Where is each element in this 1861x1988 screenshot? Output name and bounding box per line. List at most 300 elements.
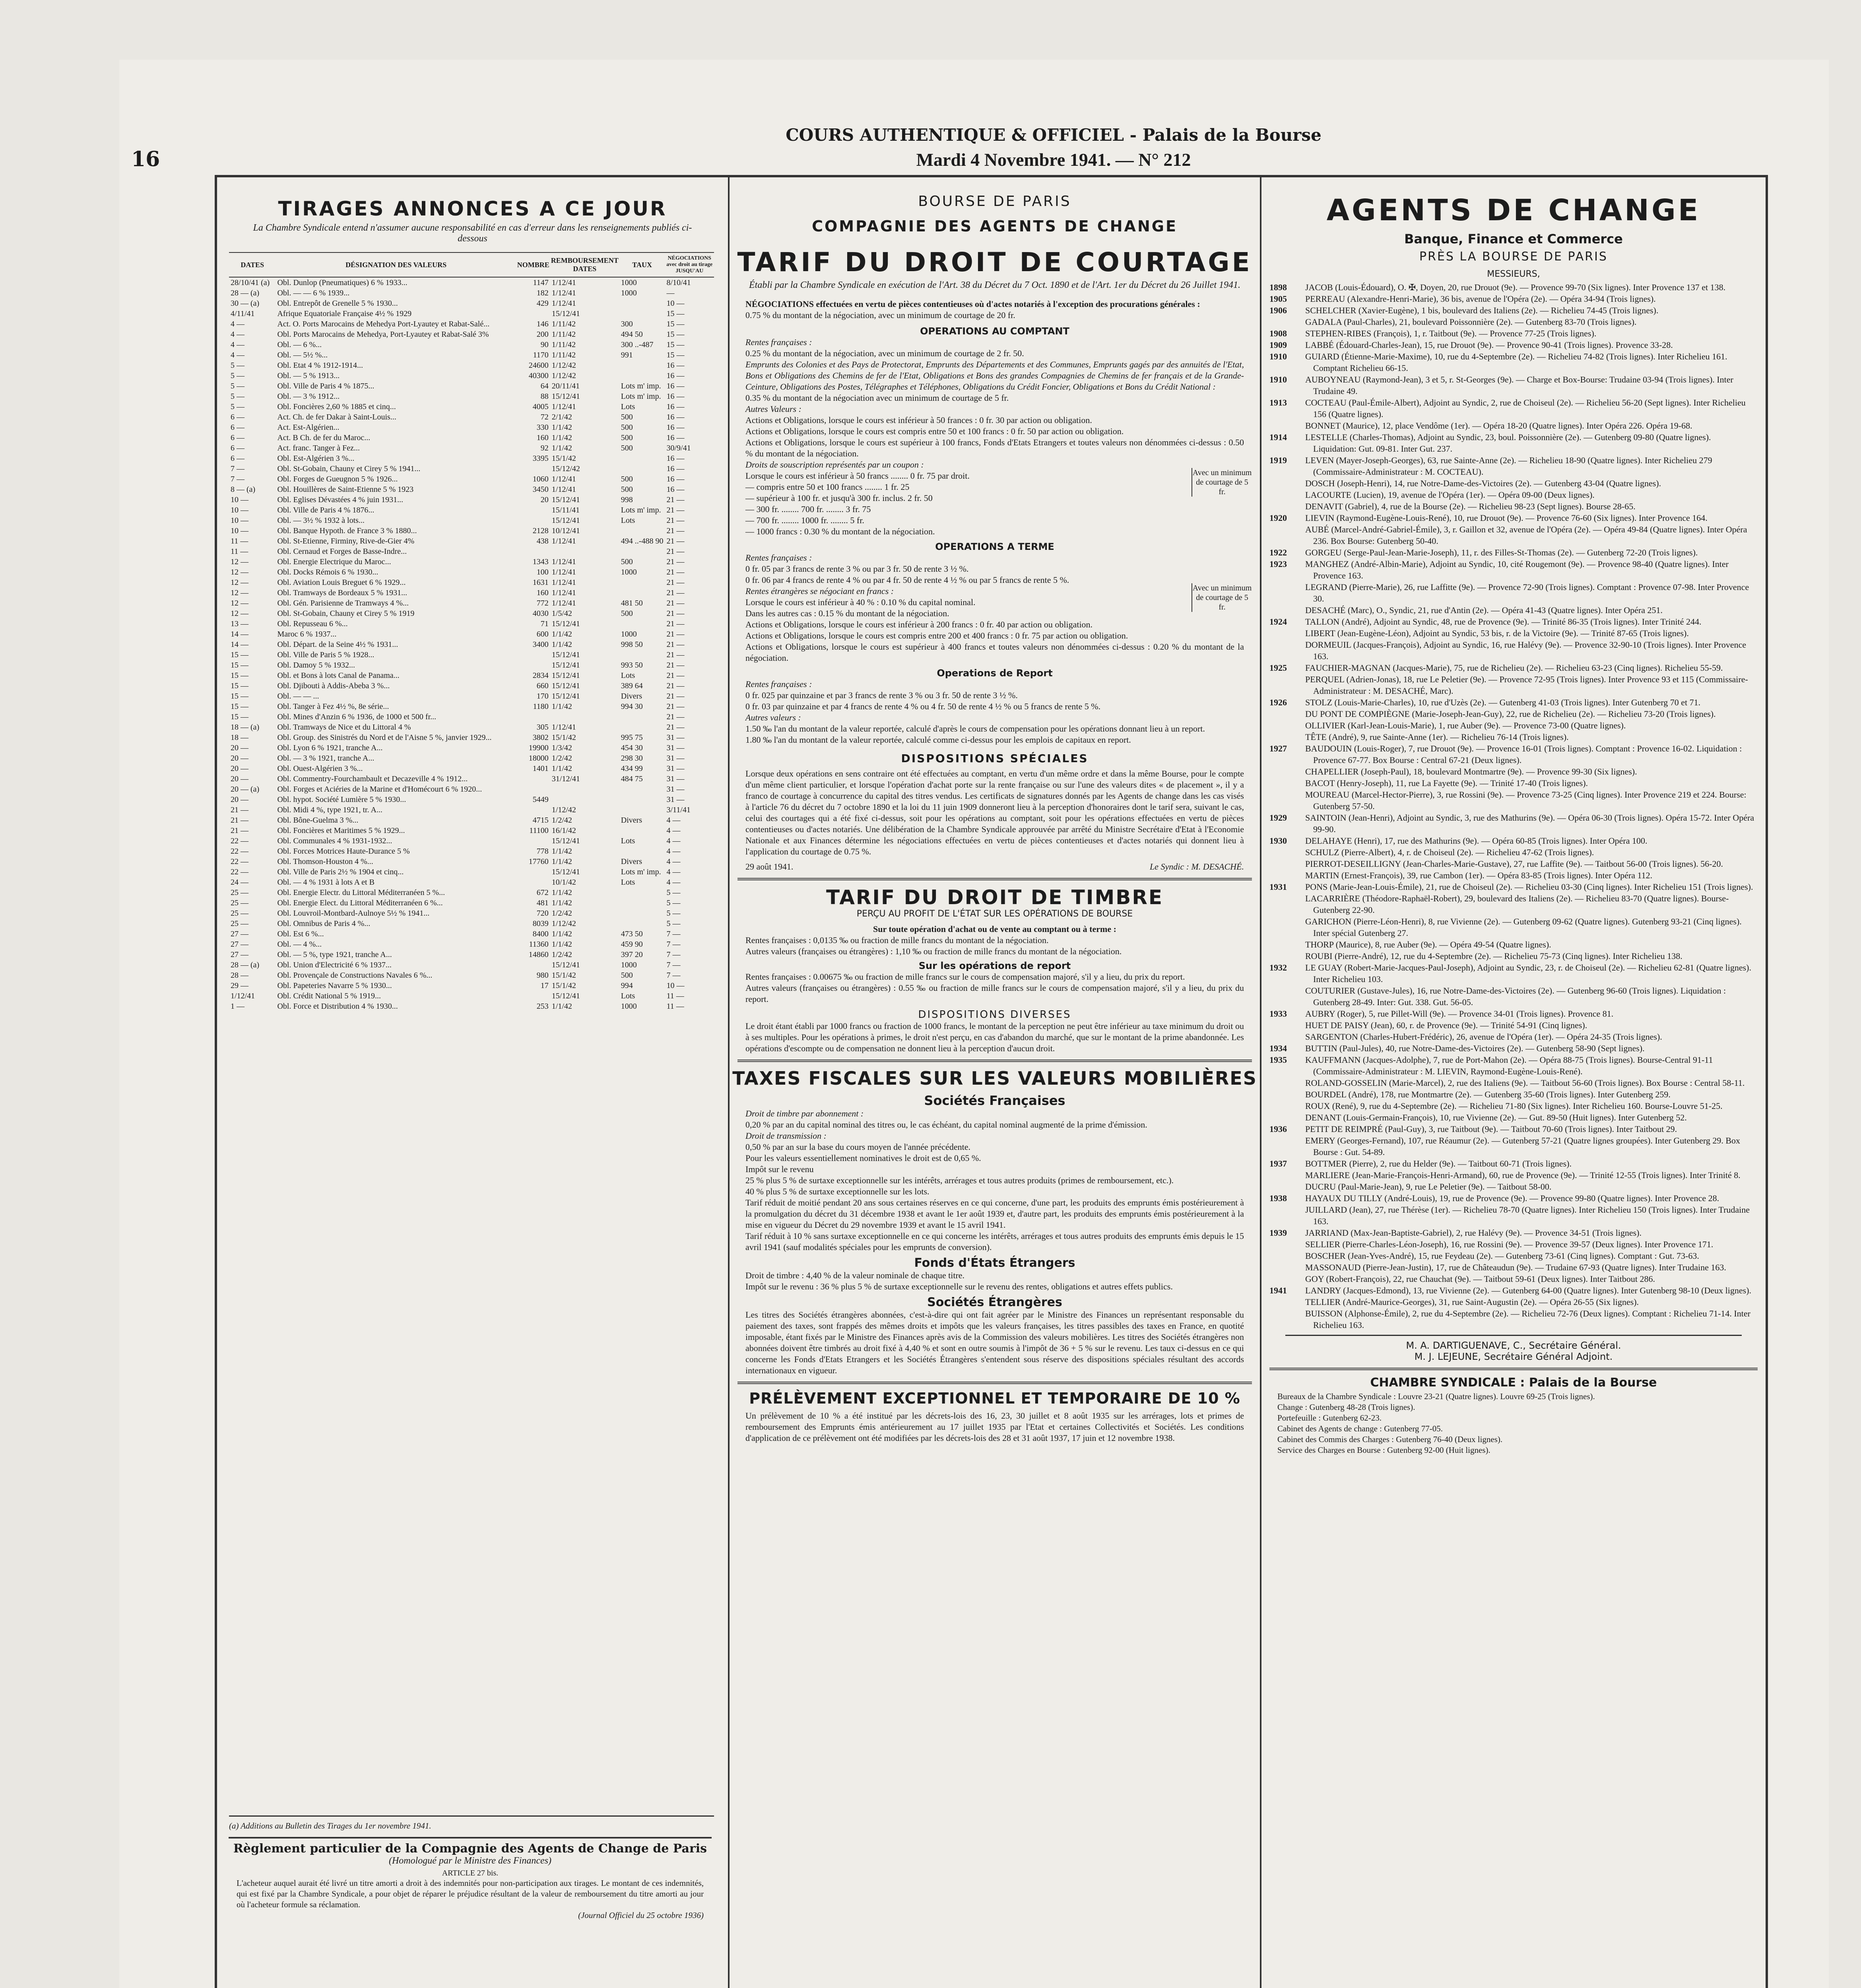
row-designation: Obl. Dunlop (Pneumatiques) 6 % 1933... [277,278,408,287]
row-remb-date: 1/1/42 [551,846,572,856]
row-remb-date: 15/12/41 [551,836,580,845]
table-row [229,939,714,949]
table-row [229,277,714,288]
table-row [229,681,714,691]
row-taux: 1000 [621,629,637,639]
row-remb-date: 1/12/41 [551,402,576,411]
row-designation: Obl. Forces Motrices Haute-Durance 5 % [277,846,410,856]
chambre-line: Service des Charges en Bourse : Gutenberg 92-00 (Huit lignes). [1277,1445,1490,1455]
row-remb-date: 1/1/42 [551,423,572,432]
row-designation: Obl. Energie Elect. du Littoral Méditerranéen 6 %... [277,898,443,907]
table-row [229,588,714,598]
agent-entry: GADALA (Paul-Charles), 21, boulevard Poissonnière (2e). — Gutenberg 83-70 (Trois lignes). [1305,317,1637,327]
row-taux: 300 [621,319,633,328]
table-row [229,763,714,774]
row-remb-date: 1/12/41 [551,567,576,577]
list-item [1261,1308,1766,1331]
agent-year: 1922 [1269,547,1287,557]
row-nombre: 1631 [532,578,549,587]
minimum-note: Avec un minimum de courtage de 5 fr. [1192,468,1252,497]
table-row [229,464,714,474]
row-designation: Obl. Ouest-Algérien 3 %... [277,764,363,773]
row-remb-date [550,712,619,722]
row-nombre [516,867,550,877]
row-taux [619,805,665,815]
table-row [229,753,714,763]
row-designation: Obl. Louvroil-Montbard-Aulnoye 5½ % 1941... [277,909,430,918]
agent-entry: BOURDEL (André), 178, rue Montmartre (2e). — Gutenberg 35-60 (Trois lignes). Inter Gutenberg 259. [1305,1089,1671,1099]
list-item [1261,1008,1766,1019]
row-taux: 500 [621,474,633,483]
agent-entry: BOSCHER (Jean-Yves-André), 15, rue Feydeau (2e). — Gutenberg 73-61 (Cinq lignes). Comptant : Gut. 73-63. [1305,1251,1699,1261]
row-designation: Obl. — — ... [277,691,319,701]
agent-entry: FAUCHIER-MAGNAN (Jacques-Marie), 75, rue de Richelieu (2e). — Richelieu 63-23 (Cinq lignes). Richelieu 55-59. [1305,663,1723,673]
table-row [229,505,714,515]
list-item [1261,1089,1766,1100]
row-nombre: 720 [536,909,549,918]
table-row [229,381,714,391]
agent-entry: COUTURIER (Gustave-Jules), 16, rue Notre-Dame-des-Victoires (2e). — Gutenberg 96-60 (Trois lignes). Liquidation : Gutenberg 28-49. Inter: Gut. 338. Gut. 56-05. [1305,986,1726,1007]
row-designation: Obl. — — 6 % 1939... [277,288,350,297]
row-taux: Lots [621,402,635,411]
row-designation: Obl. — 3 % 1912... [277,392,340,401]
table-row [229,650,714,660]
agent-entry: AUBÉ (Marcel-André-Gabriel-Émile), 3, r. Gaillon et 32, avenue de l'Opéra (2e). — Opéra 49-84 (Quatre lignes). Inter Opéra 236. Box Bourse: Gutenberg 50-40. [1305,524,1747,546]
row-remb-date: 1/12/41 [551,598,576,608]
text-line: — 1000 francs : 0.30 % du montant de la négociation. [745,526,935,536]
row-designation: Obl. St-Etienne, Firminy, Rive-de-Gier 4% [277,536,415,546]
row-taux: 1000 [621,278,637,287]
row-date: 20 — [231,795,248,804]
row-negoc: 16 — [666,474,685,483]
list-item [1261,870,1766,881]
agent-entry: ROUX (René), 9, rue du 4-Septembre (2e). — Richelieu 71-80 (Six lignes). Inter Richelieu 160. Bourse-Louvre 51-25. [1305,1101,1723,1111]
row-designation: Obl. Aviation Louis Breguet 6 % 1929... [277,578,406,587]
row-designation: Obl. Foncières 2,60 % 1885 et cinq... [277,402,396,411]
row-negoc: 16 — [666,454,685,463]
bourse-label: BOURSE DE PARIS [918,193,1071,210]
row-date: 25 — [231,919,248,928]
agent-entry: PERREAU (Alexandre-Henri-Marie), 36 bis, avenue de l'Opéra (2e). — Opéra 34-94 (Trois lignes). [1305,294,1656,304]
row-taux: 481 50 [621,598,643,608]
agent-entry: KAUFFMANN (Jacques-Adolphe), 7, rue de Port-Mahon (2e). — Opéra 88-75 (Trois lignes). Bourse-Central 91-11 (Commissaire-Administrateur : M. LIEVIN, Raymond-Eugène-Louis-René). [1305,1055,1713,1076]
reglement-article: ARTICLE 27 bis. [442,1869,499,1877]
list-item [1261,1123,1766,1135]
row-remb-date: 1/3/42 [551,743,572,752]
row-taux: 484 75 [621,774,643,783]
list-item [1261,950,1766,962]
row-taux: Lots [621,671,635,680]
row-designation: Obl. — 3½ % 1932 à lots... [277,516,365,525]
list-item [1261,1019,1766,1031]
row-nombre: 3802 [532,733,549,742]
text-line: Dans les autres cas : 0.15 % du montant de la négociation. [745,608,949,618]
row-designation: Obl. Forges et Aciéries de la Marine et d'Homécourt 6 % 1920... [277,784,482,794]
row-remb-date: 1/11/42 [551,350,576,359]
row-remb-date: 1/1/42 [551,433,572,442]
reglement-source: (Journal Officiel du 25 octobre 1936) [578,1910,704,1920]
row-designation: Obl. et Bons à lots Canal de Panama... [277,671,400,680]
list-item [1261,939,1766,950]
agent-year: 1925 [1269,663,1287,673]
text-line: 0.25 % du montant de la négociation, avec un minimum de courtage de 2 fr. 50. [745,348,1024,358]
row-nombre: 672 [536,888,549,897]
row-remb-date: 15/12/41 [551,650,580,659]
tirages-footnote: (a) Additions au Bulletin des Tirages du 1er novembre 1941. [229,1821,431,1831]
text-line: — compris entre 50 et 100 francs ........ 1 fr. 25 [745,482,910,492]
row-remb-date: 15/12/41 [551,867,580,876]
row-nombre: 88 [540,392,549,401]
row-negoc: 10 — [666,981,685,990]
agent-entry: LANDRY (Jacques-Edmond), 13, rue Vivienne (2e). — Gutenberg 64-00 (Quatre lignes). Inter Gutenberg 98-10 (Deux lignes). [1305,1285,1752,1295]
table-row [229,929,714,939]
row-date: 27 — [231,929,248,938]
text-line: Rentes françaises : [745,553,812,563]
agents-subtitle2: PRÈS LA BOURSE DE PARIS [1419,250,1608,264]
table-row [229,815,714,825]
agent-year: 1937 [1269,1159,1287,1169]
row-nombre: 4005 [532,402,549,411]
list-item [1261,812,1766,835]
row-negoc: 16 — [666,392,685,401]
list-item [1261,1239,1766,1250]
agent-entry: PETIT DE REIMPRÉ (Paul-Guy), 3, rue Taitbout (9e). — Taitbout 70-60 (Trois lignes). Inter Taitbout 29. [1305,1124,1677,1134]
row-date: 1 — [231,1002,245,1011]
row-negoc: 21 — [666,640,685,649]
agents-column [1261,177,1766,1988]
row-taux: 473 50 [621,929,643,938]
row-nombre: 19900 [528,743,549,752]
row-remb-date: 1/1/42 [551,940,572,949]
row-remb-date: 1/12/41 [551,299,576,308]
row-date: 15 — [231,691,248,701]
row-date: 15 — [231,660,248,670]
agent-entry: MANGHEZ (André-Albin-Marie), Adjoint au Syndic, 10, cité Rougemont (9e). — Provence 98-40 (Quatre lignes). Inter Provence 163. [1305,559,1729,580]
row-remb-date: 15/1/42 [551,454,576,463]
row-taux: 500 [621,557,633,566]
row-negoc: 10 — [666,299,685,308]
list-item [1261,374,1766,397]
agent-entry: STEPHEN-RIBES (François), 1, r. Taitbout (9e). — Provence 77-25 (Trois lignes). [1305,328,1597,338]
list-item [1261,1204,1766,1227]
list-item [1261,339,1766,351]
list-item [1261,893,1766,916]
row-remb-date: 1/1/42 [551,702,572,711]
row-remb-date: 31/12/41 [551,774,580,783]
row-nombre: 8400 [532,929,549,938]
row-designation: Obl. — 3 % 1921, tranche A... [277,753,375,763]
row-date: 10 — [231,505,248,514]
row-nombre [516,464,550,474]
table-row [229,526,714,536]
row-date: 11 — [231,547,248,556]
row-negoc: 4 — [666,826,681,835]
report-title: Operations de Report [937,668,1053,679]
row-taux: 494 ..-488 90 [621,536,664,546]
table-row [229,918,714,929]
text-line: Rentes françaises : [745,679,812,689]
row-remb-date: 15/12/41 [551,681,580,690]
messieurs-label: MESSIEURS, [1487,269,1540,279]
timbre-title: TARIF DU DROIT DE TIMBRE [826,886,1164,909]
row-designation: Obl. Ville de Paris 5 % 1928... [277,650,375,659]
list-item [1261,881,1766,893]
row-designation: Obl. Ville de Paris 2½ % 1904 et cinq... [277,867,404,876]
tirages-column [217,177,730,1988]
agent-entry: ROUBI (Pierre-André), 12, rue du 4-Septembre (2e). — Richelieu 75-73 (Cinq lignes). Inter Richelieu 138. [1305,951,1682,961]
row-date: 6 — [231,423,245,432]
agent-entry: TÊTE (André), 9, rue Sainte-Anne (1er). — Richelieu 76-14 (Trois lignes). [1305,732,1569,742]
list-item [1261,835,1766,846]
text-line: 1.80 ‰ l'an du montant de la valeur reportée, calculé comme ci-dessus pour les emplois de capitaux en report. [745,735,1131,745]
row-negoc: 21 — [666,619,685,628]
table-row [229,825,714,836]
text-line: Actions et Obligations, lorsque le cours est compris entre 200 et 400 francs : 0 fr. 75 par action ou obligation. [745,631,1128,641]
row-taux [619,526,665,536]
row-remb-date: 15/1/42 [551,733,576,742]
row-nombre: 3450 [532,485,549,494]
table-row [229,836,714,846]
row-nombre [516,774,550,784]
reglement-title: Règlement particulier de la Compagnie des Agents de Change de Paris [233,1842,707,1856]
row-negoc: 31 — [666,743,685,752]
agent-entry: LE GUAY (Robert-Marie-Jacques-Paul-Joseph), Adjoint au Syndic, 23, r. de Choiseul (2e). — Richelieu 62-81 (Quatre lignes). Inter Richelieu 103. [1305,963,1751,984]
row-negoc: 5 — [666,919,681,928]
agent-entry: JARRIAND (Max-Jean-Baptiste-Gabriel), 2, rue Halévy (9e). — Provence 34-51 (Trois lignes). [1305,1228,1642,1238]
row-negoc: 21 — [666,691,685,701]
table-row [229,949,714,960]
table-row [229,691,714,701]
list-item [1261,962,1766,985]
row-remb-date [550,784,619,794]
agent-entry: HAYAUX DU TILLY (André-Louis), 19, rue de Provence (9e). — Provence 99-80 (Quatre lignes). Inter Provence 28. [1305,1193,1719,1203]
col-nombre: NOMBRE [516,252,550,277]
row-negoc: 21 — [666,495,685,504]
text-line: Tarif réduit de moitié pendant 20 ans sous certaines réserves en ce qui concerne, d'une part, les produits des emprunts émis postérieurement à la promulgation du décret du 31 décembre 1938 et avant le 1er août 1939 et, d'autre part, les produits des emprunts émis postérieurement à la mise en vigueur du Décret du 29 novembre 1939 et avant le 15 avril 1941. [745,1198,1244,1230]
row-negoc: 3/11/41 [666,805,691,814]
list-item [1261,1077,1766,1089]
row-nombre: 305 [536,722,549,732]
row-negoc: 16 — [666,423,685,432]
row-negoc: 4 — [666,857,681,866]
table-row [229,805,714,815]
row-date: 30 — (a) [231,299,260,308]
row-taux: 500 [621,443,633,452]
list-item [1261,708,1766,720]
row-date: 15 — [231,712,248,721]
row-negoc: 16 — [666,433,685,442]
table-row [229,701,714,712]
list-item [1261,558,1766,581]
table-row [229,443,714,453]
row-taux: 500 [621,485,633,494]
table-row [229,371,714,381]
chambre-lines [1261,1390,1766,1457]
col-dates: DATES [229,252,276,277]
row-designation: Obl. St-Gobain, Chauny et Cirey 5 % 1919 [277,609,415,618]
timbre-subtitle: PERÇU AU PROFIT DE L'ÉTAT SUR LES OPÉRATIONS DE BOURSE [856,909,1133,919]
row-remb-date: 1/2/42 [551,909,572,918]
row-remb-date [550,794,619,805]
row-designation: Obl. Mines d'Anzin 6 % 1936, de 1000 et 500 fr... [277,712,437,721]
list-item [1261,1273,1766,1285]
row-date: 18 — [231,733,248,742]
text-line: Impôt sur le revenu [745,1164,814,1174]
agent-entry: DUCRU (Paul-Marie-Jean), 9, rue Le Peletier (9e). — Taitbout 58-00. [1305,1182,1552,1192]
row-date: 22 — [231,857,248,866]
row-taux: Lots [621,836,635,845]
row-taux: 397 20 [621,950,643,959]
row-designation: Obl. Tanger à Fez 4½ %, 8e série... [277,702,389,711]
row-date: 25 — [231,888,248,897]
page-number: 16 [131,147,160,171]
row-designation: Obl. Foncières et Maritimes 5 % 1929... [277,826,405,835]
row-negoc: 31 — [666,753,685,763]
row-date: 22 — [231,846,248,856]
text-line: Actions et Obligations, lorsque le cours est inférieur à 200 francs : 0 fr. 40 par action ou obligation. [745,619,1093,629]
row-nombre [516,515,550,526]
courtage-intro: NÉGOCIATIONS effectuées en vertu de pièces contentieuses où d'actes notariés à l'exception des procurations générales : [745,299,1200,309]
list-item [1261,858,1766,870]
agent-year: 1924 [1269,617,1287,627]
agent-entry: DENAVIT (Gabriel), 4, rue de la Bourse (2e). — Richelieu 98-23 (Sept lignes). Bourse 28-65. [1305,501,1636,511]
table-row [229,722,714,732]
agent-entry: TALLON (André), Adjoint au Syndic, 48, rue de Provence (9e). — Trinité 86-35 (Trois lignes). Inter Trinité 244. [1305,617,1702,627]
row-designation: Obl. Communales 4 % 1931-1932... [277,836,392,845]
agents-list [1261,282,1766,1331]
agent-year: 1938 [1269,1193,1287,1203]
agent-entry: DENANT (Louis-Germain-François), 10, rue Vivienne (2e). — Gut. 89-50 (Huit lignes). Inter Gutenberg 52. [1305,1112,1687,1122]
agent-entry: THORP (Maurice), 8, rue Auber (9e). — Opéra 49-54 (Quatre lignes). [1305,940,1551,949]
row-date: 15 — [231,702,248,711]
row-designation: Obl. — 5½ %... [277,350,328,359]
table-row [229,453,714,464]
table-row [229,877,714,887]
text-line: Droit de timbre par abonnement : [745,1109,864,1118]
list-item [1261,1054,1766,1077]
signature-date: 29 août 1941. [745,862,794,872]
table-row [229,309,714,319]
table-row [229,557,714,567]
row-taux: 500 [621,423,633,432]
row-taux [619,577,665,588]
agent-entry: MOUREAU (Marcel-Hector-Pierre), 3, rue Rossini (9e). — Provence 73-25 (Cinq lignes). Inter Provence 219 et 224. Bourse: Gutenberg 57-50. [1305,790,1747,811]
dispositions-title: DISPOSITIONS SPÉCIALES [901,752,1089,765]
taxes-francaises-title: Sociétés Françaises [924,1093,1065,1108]
col-remboursement-dates [550,252,619,277]
row-date: 22 — [231,867,248,876]
row-date: 20 — [231,743,248,752]
agent-year: 1936 [1269,1124,1287,1134]
row-taux: 300 ..-487 [621,340,654,349]
row-designation: Obl. St-Gobain, Chauny et Cirey 5 % 1941... [277,464,421,473]
row-date: 25 — [231,898,248,907]
row-nombre: 438 [536,536,549,546]
text-line: 0 fr. 03 par quinzaine et par 4 francs de rente 4 % ou 4 fr. 50 de rente 4 ½ % ou 5 francs de rente 5 %. [745,701,1101,711]
table-row [229,660,714,670]
list-item [1261,478,1766,489]
row-remb-date: 1/1/42 [551,857,572,866]
row-remb-date: 1/12/41 [551,474,576,483]
agent-entry: PIERROT-DESEILLIGNY (Jean-Charles-Marie-Gustave), 27, rue Laffite (9e). — Taitbout 56-00 (Trois lignes). 56-20. [1305,859,1723,869]
row-designation: Obl. Group. des Sinistrés du Nord et de l'Aisne 5 %, janvier 1929... [277,733,492,742]
row-negoc: 16 — [666,361,685,370]
list-item [1261,581,1766,604]
row-designation: Act. Ch. de fer Dakar à Saint-Louis... [277,412,396,421]
list-item [1261,1250,1766,1262]
timbre-line2: Rentes françaises : 0,0135 ‰ ou fraction de mille francs du montant de la négociation. [745,935,1049,945]
row-date: 6 — [231,433,245,442]
row-date: 21 — [231,805,248,814]
table-row [229,867,714,877]
table-row [229,1001,714,1011]
row-negoc: 21 — [666,588,685,597]
agent-entry: OLLIVIER (Karl-Jean-Louis-Marie), 1, rue Auber (9e). — Provence 73-00 (Quatre lignes). [1305,720,1626,730]
row-remb-date: 1/12/41 [551,278,576,287]
list-item [1261,697,1766,708]
row-taux [619,887,665,898]
report-lines [730,679,1260,746]
row-negoc: 8/10/41 [666,278,691,287]
text-line: 0 fr. 06 par 4 francs de rente 4 % ou par 4 fr. 50 de rente 4 ½ % ou par 5 francs de rente 5 %. [745,575,1069,585]
table-row [229,350,714,360]
row-designation: Obl. Départ. de la Seine 4½ % 1931... [277,640,398,649]
list-item [1261,431,1766,454]
list-item [1261,316,1766,328]
agent-entry: AUBRY (Roger), 5, rue Pillet-Will (9e). — Provence 34-01 (Trois lignes). Provence 81. [1305,1009,1614,1019]
agent-entry: DESACHÉ (Marc), O., Syndic, 21, rue d'Antin (2e). — Opéra 41-43 (Quatre lignes). Inter Opéra 251. [1305,605,1663,615]
tirages-subtitle: La Chambre Syndicale entend n'assumer aucune responsabilité en cas d'erreur dans les renseignements publiés ci-dessous [253,223,692,244]
agent-entry: TELLIER (André-Maurice-Georges), 31, rue Saint-Augustin (2e). — Opéra 26-55 (Six lignes). [1305,1297,1639,1307]
row-negoc: 21 — [666,609,685,618]
row-taux [619,371,665,381]
taxes-title: TAXES FISCALES SUR LES VALEURS MOBILIÈRES [732,1068,1257,1089]
row-designation: Obl. Energie Electrique du Maroc... [277,557,391,566]
row-negoc: 21 — [666,536,685,546]
list-item [1261,846,1766,858]
row-taux: 1000 [621,567,637,577]
agent-entry: LEGRAND (Pierre-Marie), 26, rue Laffitte (9e). — Provence 72-90 (Trois lignes). Comptant : Provence 07-98. Inter Provence 30. [1305,582,1749,604]
text-line: Droit de transmission : [745,1131,827,1141]
row-remb-date: 1/12/41 [551,536,576,546]
agent-year: 1934 [1269,1043,1287,1053]
row-nombre [516,546,550,557]
row-nombre [516,660,550,670]
row-taux: Lots m' imp. [621,392,661,401]
agent-year: 1926 [1269,697,1287,707]
taxes-etats-lines [730,1270,1260,1292]
col-rdates: DATES [573,265,597,273]
row-remb-date: 1/12/41 [551,588,576,597]
taxes-francaises-lines [730,1108,1260,1253]
row-taux: 991 [621,350,633,359]
row-designation: Obl. Ville de Paris 4 % 1875... [277,381,375,390]
agent-entry: HUET DE PAISY (Jean), 60, r. de Provence (9e). — Trinité 54-91 (Cinq lignes). [1305,1020,1587,1030]
row-negoc: 21 — [666,681,685,690]
row-date: 10 — [231,526,248,535]
table-row [229,422,714,433]
secretaire-general: M. A. DARTIGUENAVE, C., Secrétaire Général. [1406,1340,1621,1351]
row-date: 18 — (a) [231,722,260,732]
row-date: 28 — (a) [231,960,260,969]
agent-year: 1910 [1269,375,1287,384]
row-negoc: 7 — [666,940,681,949]
row-date: 24 — [231,878,248,887]
row-nombre: 2128 [532,526,549,535]
text-line: Emprunts des Colonies et des Pays de Protectorat, Emprunts des Départements et des Communes, Emprunts gagés par des annuités de l'Etat, Bons et Obligations des Chemins de fer de l'Etat, Obligations et Bons des grandes Compagnies de Chemins de fer français et de la Grande-Ceinture, Obligations des Postes, Télégraphes et Téléphones, Obligations du Crédit Foncier, Obligations et Bons du Crédit National : [745,359,1244,392]
row-designation: Obl. Tramways de Nice et du Littoral 4 % [277,722,411,732]
row-negoc: 30/9/41 [666,443,691,452]
